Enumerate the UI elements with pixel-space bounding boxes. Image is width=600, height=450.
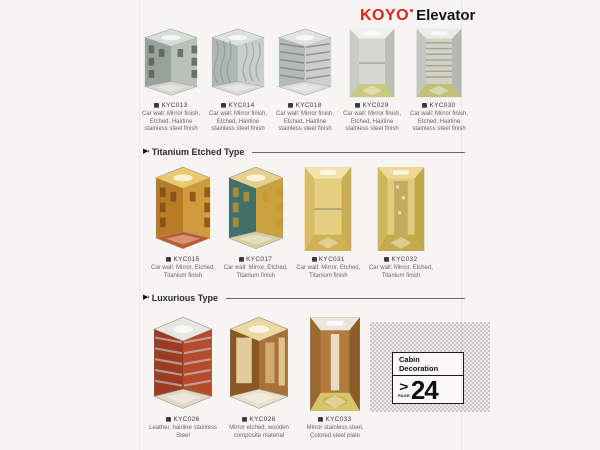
cabin-code-row	[207, 102, 269, 109]
cabin-card	[300, 316, 370, 440]
cabin-card	[207, 28, 269, 134]
section-rule	[252, 152, 465, 153]
cabin-code-row	[274, 102, 336, 109]
koyo-mark-icon	[288, 103, 293, 108]
brand-logo	[360, 7, 475, 25]
cabin-image	[227, 166, 285, 252]
cabin-card	[408, 28, 470, 134]
cabin-code-row	[300, 416, 370, 423]
cabin-code-row	[148, 256, 218, 263]
section-rule	[226, 298, 465, 299]
cabin-image	[299, 166, 357, 252]
cabin-row-stainless	[140, 28, 470, 134]
cabin-code-row	[293, 256, 363, 263]
cabin-image	[372, 166, 430, 252]
page-tab-label	[393, 353, 463, 376]
section-title: Titanium Etched Type	[151, 147, 245, 157]
koyo-mark-icon	[221, 103, 226, 108]
brand-dot-icon	[410, 9, 413, 12]
cabin-row-titanium	[148, 166, 436, 280]
cabin-description: Car wall: Mirror, Etched, Titanium finish	[150, 265, 216, 279]
koyo-mark-icon	[166, 417, 171, 422]
cabin-description: Car wall: Mirror, Etched, Titanium finish	[296, 265, 361, 279]
cabin-card	[221, 166, 291, 280]
koyo-mark-icon	[384, 257, 389, 262]
cabin-code-row	[140, 102, 202, 109]
cabin-image	[277, 28, 333, 98]
cabin-description: Car wall: Mirror, Etched, Titanium finish	[368, 265, 433, 279]
cabin-image	[411, 28, 467, 98]
cabin-code-row	[341, 102, 403, 109]
cabin-image	[154, 166, 212, 252]
cabin-card	[148, 166, 218, 280]
cabin-description: Car wall: Mirror finish, Etched, Hairline stainless steel finish	[275, 111, 334, 132]
cabin-code-row	[366, 256, 436, 263]
cabin-code-row	[408, 102, 470, 109]
cabin-description: Mirror etched, wooden composite material	[229, 425, 289, 439]
section-title: Luxurious Type	[151, 293, 219, 303]
cabin-code: KYC028	[249, 416, 276, 423]
page-tab-number-row	[393, 376, 463, 403]
section-header-titanium	[143, 147, 465, 157]
section-header-luxurious	[143, 293, 465, 303]
section-arrow-icon: ▶›	[143, 294, 149, 301]
koyo-mark-icon	[242, 417, 247, 422]
cabin-code-row	[148, 416, 218, 423]
cabin-card	[366, 166, 436, 280]
cabin-code: KYC030	[429, 102, 456, 109]
cabin-row-luxurious	[148, 316, 370, 440]
cabin-image	[152, 316, 214, 412]
page-number: 24	[410, 374, 438, 405]
cabin-card	[274, 28, 336, 134]
cabin-image	[344, 28, 400, 98]
cabin-code: KYC014	[228, 102, 255, 109]
koyo-mark-icon	[318, 417, 323, 422]
cabin-code-row	[221, 256, 291, 263]
cabin-card	[293, 166, 363, 280]
cabin-description: Car wall: Mirror finish, Etched, Hairline stainless steel finish	[141, 111, 200, 132]
section-arrow-icon: ▶›	[143, 148, 149, 155]
cabin-description: Mirror stainless steel, Colored steel plate	[306, 425, 364, 439]
cabin-code: KYC018	[295, 102, 322, 109]
cabin-image	[304, 316, 366, 412]
cabin-description: Car wall: Mirror finish, Etched, Hairline stainless steel finish	[342, 111, 401, 132]
cabin-card	[148, 316, 218, 440]
chevron-right-icon: >	[399, 379, 409, 394]
page-tab-label-line2: Decoration	[399, 363, 439, 373]
koyo-mark-icon	[166, 257, 171, 262]
cabin-description: Car wall: Mirror finish, Etched, Hairline stainless steel finish	[409, 111, 468, 132]
koyo-mark-icon	[422, 103, 427, 108]
cabin-code: KYC026	[173, 416, 200, 423]
page-tab-arrow-block	[398, 381, 410, 398]
page-tab-halftone	[370, 322, 490, 412]
brand-elevator-text: Elevator	[416, 7, 476, 24]
koyo-mark-icon	[355, 103, 360, 108]
koyo-mark-icon	[154, 103, 159, 108]
koyo-mark-icon	[312, 257, 317, 262]
cabin-code: KYC015	[173, 256, 200, 263]
brand-koyo-text: KOYO	[360, 7, 410, 24]
page-tab-label-line1: Cabin	[399, 355, 420, 364]
cabin-card	[140, 28, 202, 134]
cabin-description: Leather, hairline stainless Steel	[149, 425, 217, 439]
cabin-code: KYC013	[161, 102, 188, 109]
page-word: PAGE	[398, 393, 410, 398]
koyo-mark-icon	[239, 257, 244, 262]
cabin-card	[341, 28, 403, 134]
cabin-code: KYC033	[325, 416, 352, 423]
cabin-description: Car wall: Mirror finish, Etched, Hairline stainless steel finish	[208, 111, 267, 132]
cabin-code-row	[224, 416, 294, 423]
page-tab-box	[392, 352, 464, 404]
cabin-code: KYC029	[362, 102, 389, 109]
cabin-code: KYC032	[391, 256, 418, 263]
cabin-image	[210, 28, 266, 98]
cabin-description: Car wall: Mirror, Etched, Titanium finish	[223, 265, 288, 279]
cabin-card	[224, 316, 294, 440]
cabin-image	[143, 28, 199, 98]
cabin-image	[228, 316, 290, 412]
cabin-code: KYC017	[246, 256, 273, 263]
cabin-code: KYC031	[318, 256, 345, 263]
